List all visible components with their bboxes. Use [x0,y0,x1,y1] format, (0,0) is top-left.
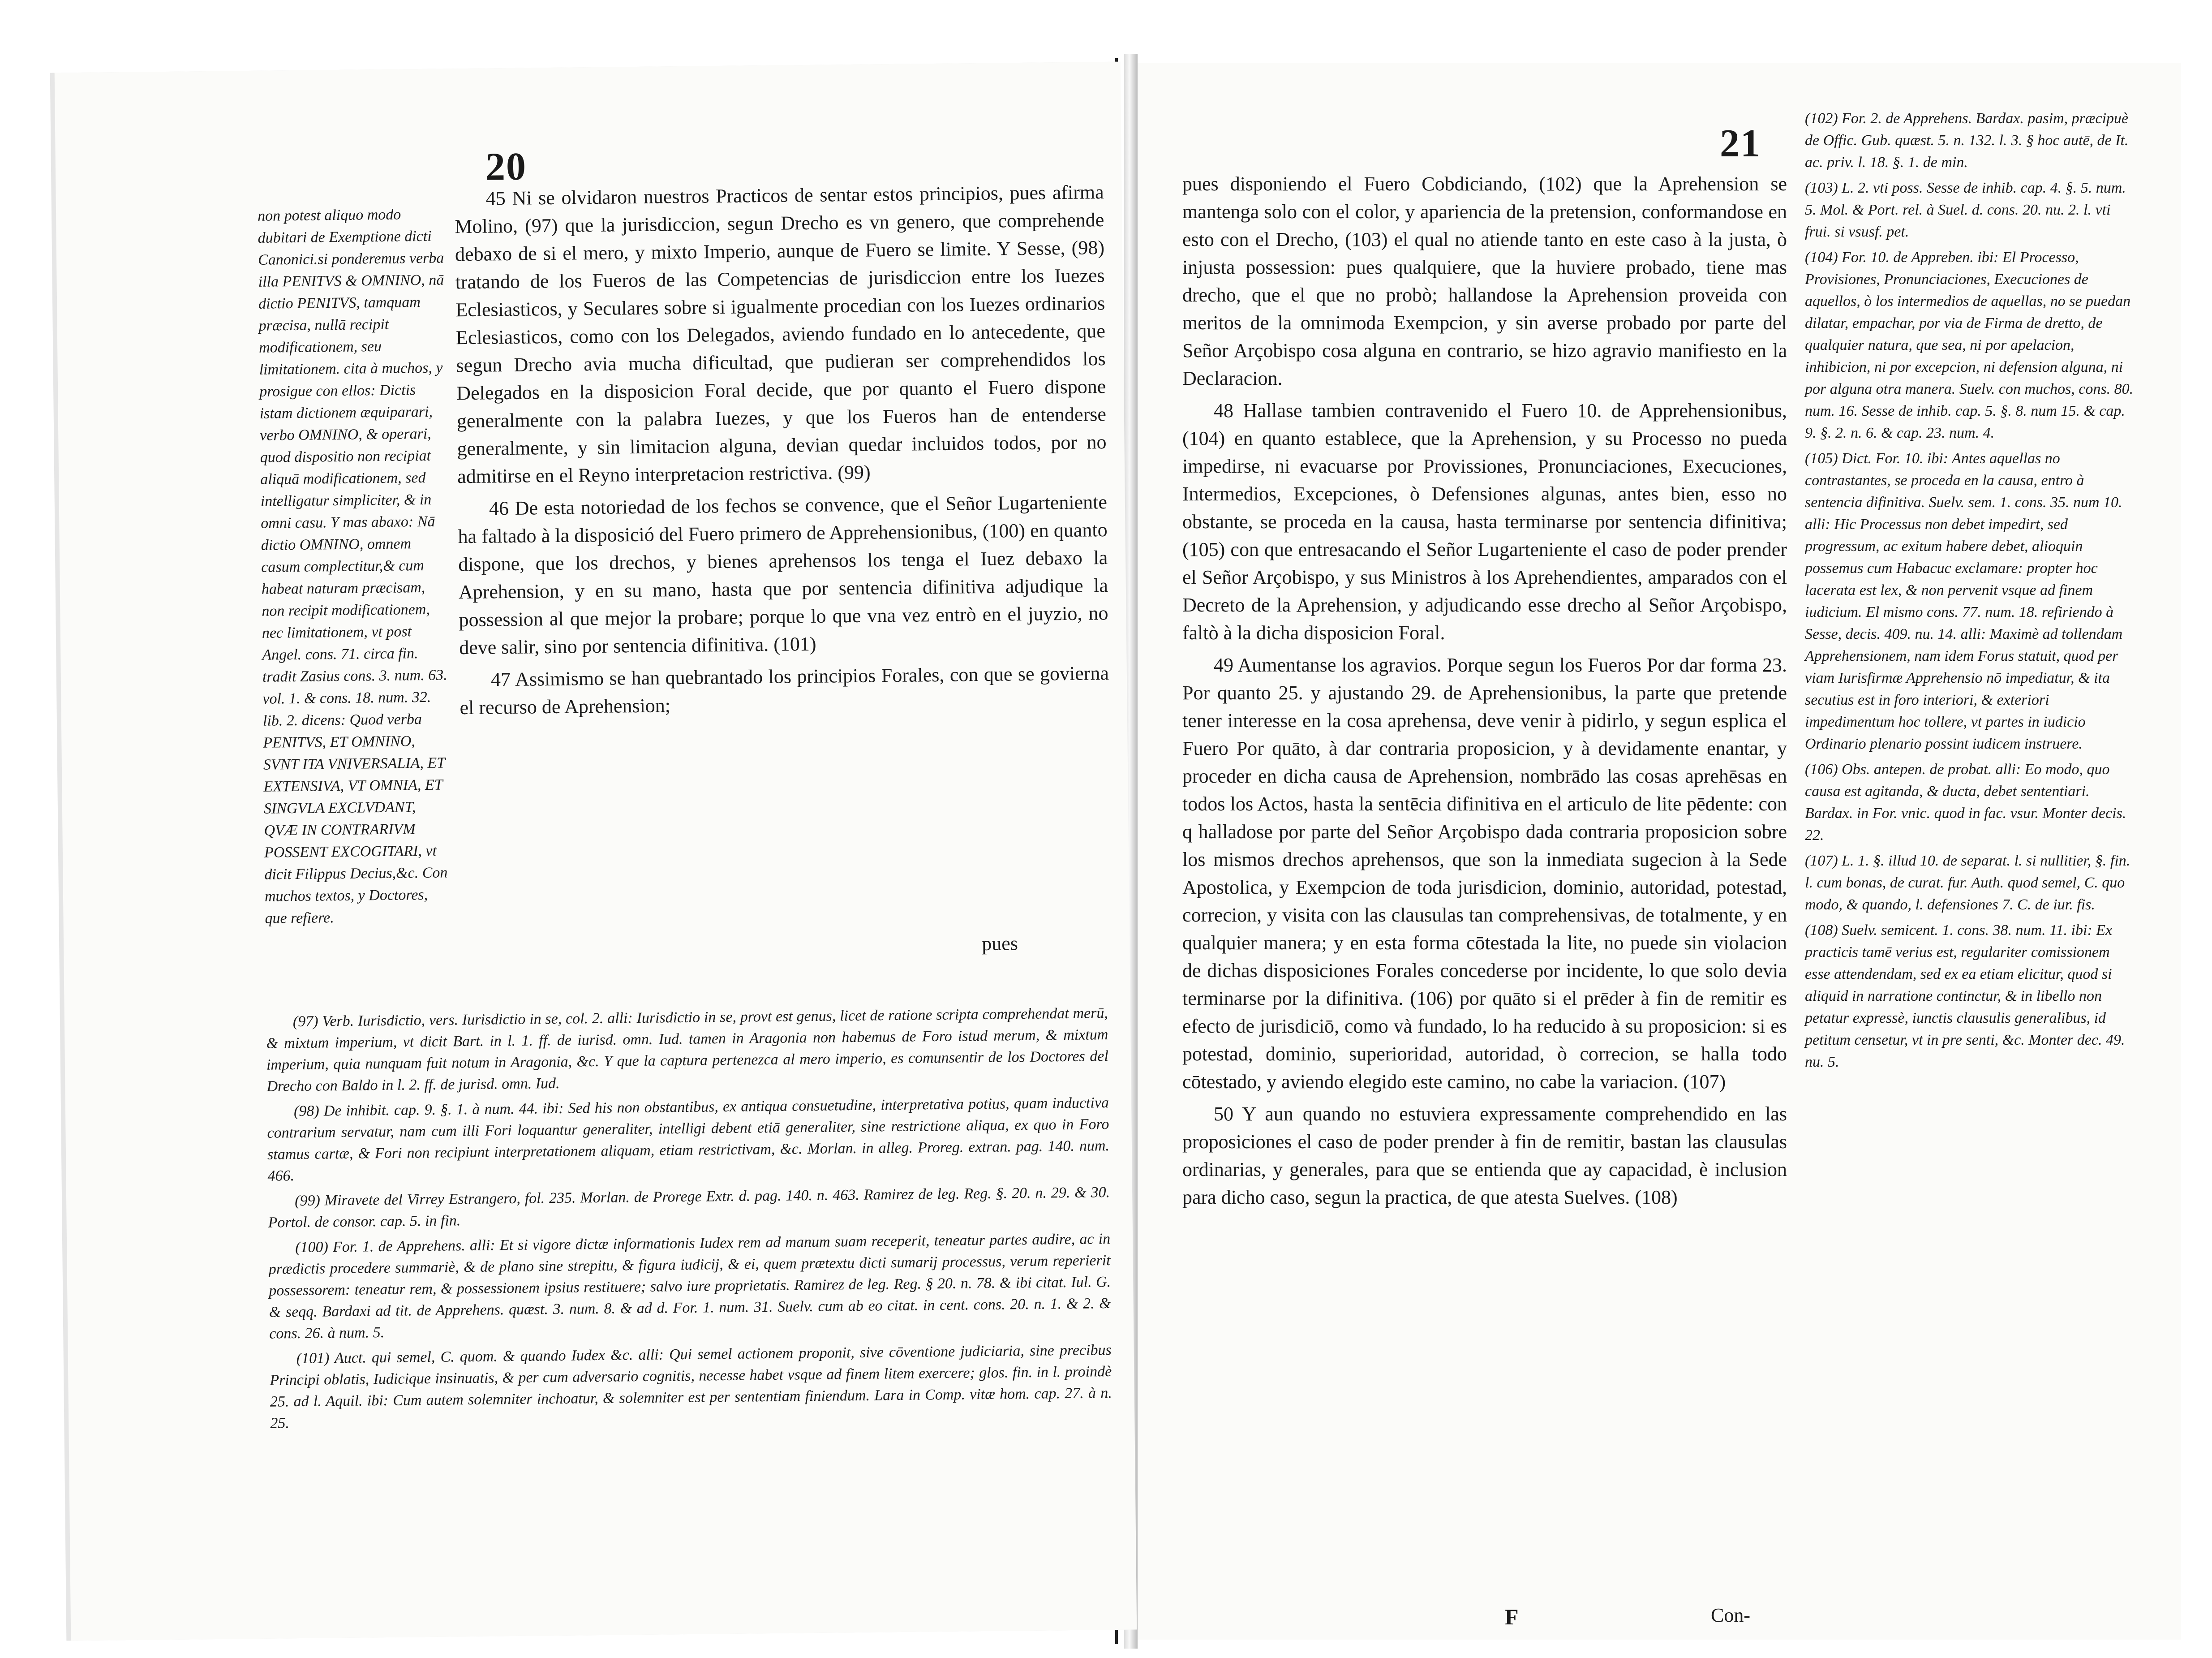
left-page [55,62,1137,1641]
marginal-gloss [258,203,453,933]
paragraph-46: 46 De esta notoriedad de los fechos se convence, que el Señor Lugarteniente ha faltado à la disposició del Fuero primero de Apprehensionibus, (100) en quanto dispone, que los drechos, y bienes aprehensos los tenga el Iuez debaxo la Aprehension, y en su mano, hasta que por sentencia difinitiva adjudique la possession al que mejor la probare; porque lo que vna vez entrò en el juyzio, no deve salir, sino por sentencia difinitiva. (101) [458,491,1108,659]
footnote-104: (104) For. 10. de Appreben. ibi: El Processo, Provisiones, Pronunciaciones, Execuciones de aquellos, ò los intermedios de aquellas, no se puedan dilatar, empachar, por via de Firma de dretto, de qualquier natura, que sea, ni por apelacion, inhibicion, ni por excepcion, ni defension alguna, ni por alguna otra manera. Suelv. con muchos, cons. 80. num. 16. Sesse de inhib. cap. 5. §. 8. num 15. & cap. 9. §. 2. n. 6. & cap. 23. num. 4. [1805,249,2134,441]
catchword: pues [981,932,1018,955]
paragraph-continuation: pues disponiendo el Fuero Cobdiciando, (102) que la Aprehension se mantenga solo con el color, y apariencia de la pretension, conformandose en esto con el Drecho, (103) el qual no atiende tanto en este caso à la justa, ò injusta possession: pues qualquiere, que la huviere probado, tiene mas drecho, que el que no probò; hallandose la Aprehension proveida con meritos de la omnimoda Exempcion, y sin averse probado por parte del Señor Arçobispo cosa alguna en contrario, se hizo agravio manifiesto en la Declaracion. [1182,173,1787,389]
paragraph-47: 47 Assimismo se han quebrantado los principios Forales, con que se govierna el recurso de Aprehension; [460,662,1109,719]
footnote-105: (105) Dict. For. 10. ibi: Antes aquellas no contrastantes, se proceda en la causa, entro à sentencia difinitiva. Suelv. sem. 1. cons. 35. num 10. alli: Hic Processus non debet impedirt, sed progressum, ac exitum habere debet, alioquin possemus cum Habacuc exclamare: propter hoc lacerata est lex, & non pervenit vsque ad finem iudicium. El mismo cons. 77. num. 18. refiriendo à Sesse, decis. 409. nu. 14. alli: Maximè ad tollendam Apprehensionem, nam idem Forus statuit, quod per viam Iurisfirmæ Apprehensio nō impediatur, & ita secutius est in foro interiori, & exteriori impedimentum hoc tollere, vt partes in iudicio Ordinario plenario possint iudicem instruere. [1805,450,2123,752]
footnote-99: (99) Miravete del Virrey Estrangero, fol. 235. Morlan. de Prorege Extr. d. pag. 140. n. 463. Ramirez de leg. Reg. §. 20. n. 29. & 30. Portol. de consor. cap. 5. in fin. [268,1184,1110,1231]
page-number: 21 [1720,122,1761,165]
footnote-102: (102) For. 2. de Apprehens. Bardax. pasim, præcipuè de Offic. Gub. quæst. 5. n. 132. l. 3. § hoc autē, de It. ac. priv. l. 18. §. 1. de min. [1805,110,2129,171]
paragraph-45: 45 Ni se olvidaron nuestros Practicos de sentar estos principios, pues afirma Molino, (97) que la jurisdiccion, segun Drecho es vn genero, que comprehende debaxo de si el mero, y mixto Imperio, aunque de Fuero se limite. Y Sesse, (98) tratando de los Fueros de las Competencias de jurisdiccion entre los Iuezes Eclesiasticos, y Seculares sobre si igualmente procedian con los Iuezes ordinarios Eclesiasticos, como con los Delegados, aviendo fundado en lo antecedente, que segun Drecho avia mucha dificultad, que pudieran ser comprehendidos los Delegados en la disposicion Foral decide, que por quanto el Fuero dispone generalmente con la palabra Iuezes, y que los Fueros han de entenderse generalmente, y sin limitacion alguna, devian quedar incluidos todos, por no admitirse en el Reyno interpretacion restrictiva. (99) [455,181,1107,488]
footnote-98: (98) De inhibit. cap. 9. §. 1. à num. 44. ibi: Sed his non obstantibus, ex antiqua consuetudine, interpretativa potius, quam inductiva contrarium servatur, nam cum illi Fori loquantur generaliter, intelligi debent etiā generaliter, sine restrictione aliqua, ex quo in Foro stamus cartæ, & Fori non recipiunt interpretationem aliquam, etiam restrictivam, &c. Morlan. in alleg. Proreg. extran. pag. 140. num. 466. [267,1094,1110,1184]
footnotes [266,1003,1112,1438]
signature-mark: F [1505,1604,1519,1629]
main-text-column [1182,170,1787,1216]
page-number: 20 [485,145,527,189]
right-page [1138,63,2181,1640]
footnote-97: (97) Verb. Iurisdictio, vers. Iurisdictio in se, col. 2. alli: Iurisdictio in se, provt est genus, licet de ratione scripta comprehendat merū, & mixtum imperium, vt dicit Bart. in l. 1. ff. de iurisd. omn. Iud. tamen in Aragonia non habemus de Foro istud merum, & mixtum imperium, quia nunquam fuit notum in Aragonia, &c. Y que la captura pertenezca al mero imperio, es comunsentir de los Doctores del Drecho con Baldo in l. 2. ff. de jurisd. omn. Iud. [266,1005,1109,1095]
main-text-column [454,178,1109,726]
footnote-108: (108) Suelv. semicent. 1. cons. 38. num. 11. ibi: Ex practicis tamē verius est, regulariter comissionem esse attendendam, sed ex ea etiam elicitur, quod si aliquid in narratione continctur, & in libello non petatur expressè, iunctis clausulis generalibus, id petitum censetur, vt in pre senti, &c. Monter dec. 49. nu. 5. [1805,922,2125,1070]
footnote-107: (107) L. 1. §. illud 10. de separat. l. si nullitier, §. fin. l. cum bonas, de curat. fur. Auth. quod semel, C. quo modo, & quando, l. defensiones 7. C. de iur. fis. [1805,853,2130,913]
paragraph-48: 48 Hallase tambien contravenido el Fuero 10. de Apprehensionibus, (104) en quanto establece, que la Aprehension, y su Processo no pueda impedirse, ni evacuarse por Provissiones, Pronunciaciones, Execuciones, Intermedios, Excepciones, ò Defensiones algunas, antes bien, esso no obstante, se proceda en la causa, hasta terminarse por sentencia difinitiva; (105) con que entresacando el Señor Lugarteniente el caso de poder prender el Señor Arçobispo, y sus Ministros à los Aprehendientes, amparados con el Decreto de la Aprehension, y adjudicando esse drecho al Señor Arçobispo, faltò à la dicha disposicion Foral. [1182,400,1787,644]
footnote-106: (106) Obs. antepen. de probat. alli: Eo modo, quo causa est agitanda, & ducta, debet sententiari. Bardax. in For. vnic. quod in fac. vsur. Monter decis. 22. [1805,761,2126,844]
footnote-101: (101) Auct. qui semel, C. quom. & quando Iudex &c. alli: Qui semel actionem proponit, sive cōventione judiciaria, sine precibus Principi oblatis, Iudicique insinuatis, & per cum adversario cognitis, necesse habet vsque ad finem litem exercere; glos. fin. in l. proindè 25. ad l. Aquil. ibi: Cum autem solemniter inchoatur, & solemniter est per sententiam finiendum. Lara in Comp. vitæ hom. cap. 27. à n. 25. [270,1342,1112,1432]
paragraph-50: 50 Y aun quando no estuviera expressamente comprehendido en las proposiciones el caso de poder prender à fin de remitir, bastan las clausulas ordinarias, y generales, para que se entienda que ay capacidad, è inclusion para dicho caso, segun la practica, de que atesta Suelves. (108) [1182,1103,1787,1208]
footnote-103: (103) L. 2. vti poss. Sesse de inhib. cap. 4. §. 5. num. 5. Mol. & Port. rel. à Suel. d. cons. 20. nu. 2. l. vti frui. si vsusf. pet. [1805,180,2126,240]
catchword: Con- [1711,1604,1750,1626]
marginal-gloss-text: non potest aliquo modo dubitari de Exemptione dicti Canonici.si ponderemus verba illa PENITVS & OMNINO, nā dictio PENITVS, tamquam præcisa, nullā recipit modificationem, seu limitationem. cita à muchos, y prosigue con ellos: Dictis istam dictionem æquiparari, verbo OMNINO, & operari, quod dispositio non recipiat aliquā modificationem, sed intelligatur simpliciter, & in omni casu. Y mas abaxo: Nā dictio OMNINO, omnem casum complectitur,& cum habeat naturam præcisam, non recipit modificationem, nec limitationem, vt post Angel. cons. 71. circa fin. tradit Zasius cons. 3. num. 63. vol. 1. & cons. 18. num. 32. lib. 2. dicens: Quod verba PENITVS, ET OMNINO, SVNT ITA VNIVERSALIA, ET EXTENSIVA, VT OMNIA, ET SINGVLA EXCLVDANT, QVÆ IN CONTRARIVM POSSENT EXCOGITARI, vt dicit Filippus Decius,&c. Con muchos textos, y Doctores, que refiere. [257,206,448,927]
marginal-notes [1805,108,2136,1077]
footnote-100: (100) For. 1. de Apprehens. alli: Et si vigore dictæ informationis Iudex rem ad manum suam receperit, teneatur partes audire, ac in prædictis procedere summariè, & de plano sine strepitu, & figura iudicij, & ei, quem prætextu dicti sumarij processus, verum reperierit possessorem: teneatur rem, & possessionem ipsius restituere; salvo iure proprietatis. Ramirez de leg. Reg. § 20. n. 78. & ibi citat. Iul. G. & seqq. Bardaxi ad tit. de Apprehens. quæst. 3. num. 8. & ad d. For. 1. num. 31. Suelv. cum ab eo citat. in cent. cons. 20. n. 1. & 2. & cons. 26. à num. 5. [268,1231,1111,1342]
paragraph-49: 49 Aumentanse los agravios. Porque segun los Fueros Por dar forma 23. Por quanto 25. y ajustando 29. de Aprehensionibus, la parte que pretende tener interesse en la cosa aprehensa, deve venir à pidirlo, y segun esplica el Fuero Por quāto, à dar contraria proposicion, y à devidamente enantar, y proceder en dicha causa de Aprehension, nombrādo las cosas aprehēsas en todos los Actos, hasta la sentēcia difinitiva en el articulo de lite pēdente: con q halladose por parte del Señor Arçobispo dada contraria proposicion sobre los mismos drechos aprehensos, que son la inmediata sugecion à la Sede Apostolica, y Exempcion de toda jurisdicion, dominio, autoridad, potestad, correcion, y visita con las clausulas tan comprehensivas, de totalmente, y en qualquier manera; y en esta forma cōtestada la lite, no puede sin violacion de dichas disposiciones Forales concederse por incidente, lo que solo devia terminarse por la difinitiva. (106) por quāto si el prēder à fin de remitir es efecto de jurisdiciō, como và fundado, lo ha reducido à su proposicion: si es potestad, dominio, superioridad, autoridad, ò correcion, se halla todo cōtestado, y aviendo elegido este camino, no cabe la variacion. (107) [1182,654,1787,1093]
